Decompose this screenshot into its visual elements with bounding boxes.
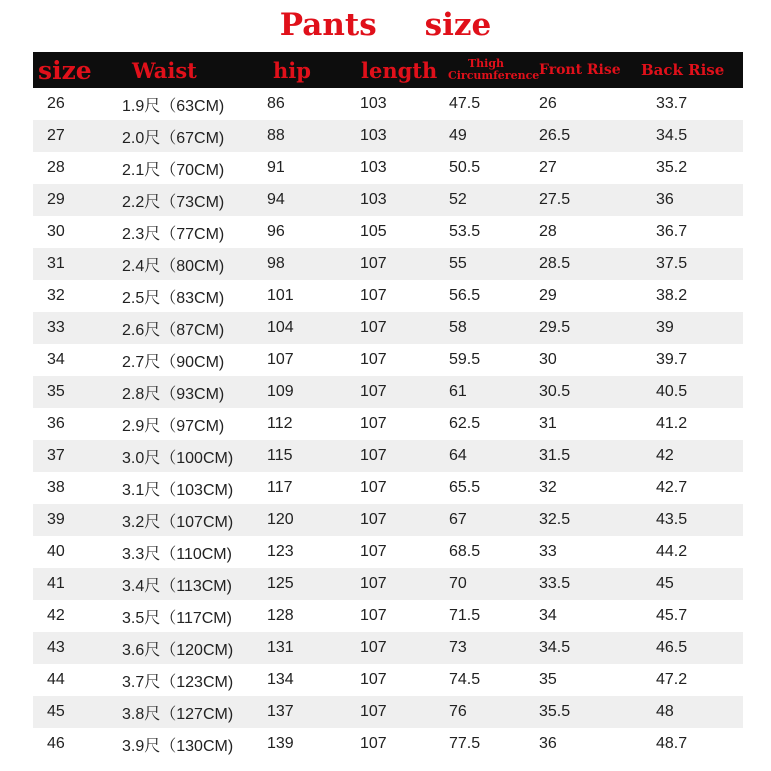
cell-size: 33	[47, 319, 65, 336]
cell-back-rise: 34.5	[656, 127, 688, 144]
cell-back-rise: 39.7	[656, 351, 688, 368]
cell-length: 103	[360, 95, 387, 112]
cell-front-rise: 33.5	[539, 575, 571, 592]
cell-front-rise: 27.5	[539, 191, 571, 208]
cell-front-rise: 30.5	[539, 383, 571, 400]
cell-size: 36	[47, 415, 65, 432]
cell-back-rise: 48	[656, 703, 674, 720]
table-row	[33, 312, 743, 344]
cell-thigh: 67	[449, 511, 467, 528]
cell-front-rise: 28	[539, 223, 557, 240]
cell-thigh: 49	[449, 127, 467, 144]
cell-front-rise: 35.5	[539, 703, 571, 720]
cell-size: 28	[47, 159, 65, 176]
header-hip: hip	[273, 57, 311, 83]
cell-waist: 2.6尺（87CM)	[122, 321, 225, 339]
cell-back-rise: 48.7	[656, 735, 688, 752]
cell-size: 31	[47, 255, 65, 272]
cell-size: 32	[47, 287, 65, 304]
cell-hip: 109	[267, 383, 294, 400]
cell-waist: 2.2尺（73CM)	[122, 193, 225, 211]
cell-thigh: 47.5	[449, 95, 481, 112]
cell-front-rise: 29	[539, 287, 557, 304]
header-row	[33, 52, 743, 88]
cell-length: 107	[360, 447, 387, 464]
cell-size: 44	[47, 671, 65, 688]
table-row	[33, 120, 743, 152]
cell-back-rise: 46.5	[656, 639, 688, 656]
cell-waist: 2.7尺（90CM)	[122, 353, 225, 371]
cell-length: 107	[360, 703, 387, 720]
cell-front-rise: 35	[539, 671, 557, 688]
cell-length: 103	[360, 127, 387, 144]
cell-length: 107	[360, 607, 387, 624]
cell-size: 46	[47, 735, 65, 752]
cell-thigh: 61	[449, 383, 467, 400]
cell-waist: 2.5尺（83CM)	[122, 289, 225, 307]
table-header	[33, 52, 743, 88]
table-row	[33, 472, 743, 504]
cell-length: 105	[360, 223, 387, 240]
cell-back-rise: 36.7	[656, 223, 688, 240]
cell-back-rise: 41.2	[656, 415, 688, 432]
cell-thigh: 53.5	[449, 223, 481, 240]
cell-thigh: 70	[449, 575, 467, 592]
cell-thigh: 62.5	[449, 415, 481, 432]
table-row	[33, 280, 743, 312]
cell-front-rise: 27	[539, 159, 557, 176]
cell-front-rise: 36	[539, 735, 557, 752]
cell-length: 107	[360, 383, 387, 400]
cell-waist: 2.9尺（97CM)	[122, 417, 225, 435]
cell-hip: 86	[267, 95, 285, 112]
table-row	[33, 376, 743, 408]
cell-hip: 101	[267, 287, 294, 304]
cell-size: 37	[47, 447, 65, 464]
page-title	[0, 0, 771, 52]
cell-thigh: 59.5	[449, 351, 481, 368]
title-word-pants: Pants	[279, 7, 377, 43]
cell-hip: 94	[267, 191, 285, 208]
cell-length: 107	[360, 639, 387, 656]
cell-front-rise: 28.5	[539, 255, 571, 272]
cell-hip: 104	[267, 319, 294, 336]
cell-waist: 2.8尺（93CM)	[122, 385, 225, 403]
cell-length: 107	[360, 415, 387, 432]
cell-back-rise: 45	[656, 575, 674, 592]
cell-front-rise: 32	[539, 479, 557, 496]
cell-length: 107	[360, 351, 387, 368]
cell-thigh: 74.5	[449, 671, 481, 688]
cell-waist: 3.4尺（113CM)	[122, 577, 232, 595]
cell-hip: 115	[267, 447, 293, 464]
cell-back-rise: 44.2	[656, 543, 688, 560]
header-waist: Waist	[132, 57, 197, 83]
cell-hip: 125	[267, 575, 294, 592]
cell-length: 107	[360, 575, 387, 592]
cell-hip: 107	[267, 351, 294, 368]
cell-waist: 3.9尺（130CM)	[122, 737, 234, 755]
cell-size: 30	[47, 223, 65, 240]
cell-front-rise: 31.5	[539, 447, 571, 464]
cell-waist: 2.1尺（70CM)	[122, 161, 225, 179]
header-thigh-line2: Circumference	[448, 69, 540, 82]
table-row	[33, 184, 743, 216]
cell-thigh: 56.5	[449, 287, 481, 304]
cell-length: 107	[360, 479, 387, 496]
cell-front-rise: 30	[539, 351, 557, 368]
cell-waist: 3.7尺（123CM)	[122, 673, 234, 691]
table-row	[33, 408, 743, 440]
header-front-rise: Front Rise	[539, 62, 621, 78]
table-row	[33, 600, 743, 632]
cell-size: 40	[47, 543, 65, 560]
cell-size: 45	[47, 703, 65, 720]
cell-hip: 139	[267, 735, 294, 752]
table-row	[33, 568, 743, 600]
cell-back-rise: 40.5	[656, 383, 688, 400]
table-row	[33, 344, 743, 376]
cell-size: 26	[47, 95, 65, 112]
cell-size: 34	[47, 351, 65, 368]
cell-back-rise: 47.2	[656, 671, 688, 688]
table-row	[33, 248, 743, 280]
cell-back-rise: 42	[656, 447, 674, 464]
cell-back-rise: 37.5	[656, 255, 688, 272]
cell-thigh: 64	[449, 447, 467, 464]
cell-back-rise: 45.7	[656, 607, 688, 624]
title-word-size: size	[424, 7, 492, 43]
cell-length: 107	[360, 255, 387, 272]
cell-thigh: 68.5	[449, 543, 481, 560]
header-size: size	[38, 55, 92, 85]
cell-waist: 2.0尺（67CM)	[122, 129, 225, 147]
cell-hip: 120	[267, 511, 294, 528]
cell-length: 107	[360, 735, 387, 752]
cell-hip: 117	[267, 479, 293, 496]
size-chart-table	[33, 52, 743, 760]
cell-hip: 137	[267, 703, 294, 720]
cell-thigh: 73	[449, 639, 467, 656]
cell-front-rise: 29.5	[539, 319, 571, 336]
cell-thigh: 65.5	[449, 479, 481, 496]
cell-front-rise: 32.5	[539, 511, 571, 528]
cell-hip: 98	[267, 255, 285, 272]
cell-front-rise: 26	[539, 95, 557, 112]
cell-hip: 88	[267, 127, 285, 144]
cell-thigh: 77.5	[449, 735, 481, 752]
cell-size: 38	[47, 479, 65, 496]
table-row	[33, 728, 743, 760]
cell-waist: 3.0尺（100CM)	[122, 449, 234, 467]
cell-waist: 1.9尺（63CM)	[122, 97, 225, 115]
cell-front-rise: 26.5	[539, 127, 571, 144]
table-row	[33, 536, 743, 568]
cell-hip: 91	[267, 159, 285, 176]
cell-back-rise: 43.5	[656, 511, 688, 528]
table-row	[33, 88, 743, 120]
header-thigh-line1: Thigh	[468, 57, 505, 70]
table-row	[33, 152, 743, 184]
cell-waist: 3.2尺（107CM)	[122, 513, 234, 531]
cell-hip: 96	[267, 223, 285, 240]
cell-size: 42	[47, 607, 65, 624]
cell-hip: 123	[267, 543, 294, 560]
cell-back-rise: 42.7	[656, 479, 688, 496]
cell-hip: 134	[267, 671, 294, 688]
cell-length: 107	[360, 319, 387, 336]
header-thigh-circumference	[448, 52, 540, 88]
cell-length: 107	[360, 287, 387, 304]
cell-back-rise: 39	[656, 319, 674, 336]
cell-thigh: 71.5	[449, 607, 481, 624]
cell-waist: 3.1尺（103CM)	[122, 481, 234, 499]
cell-size: 41	[47, 575, 65, 592]
cell-back-rise: 38.2	[656, 287, 688, 304]
table-row	[33, 504, 743, 536]
cell-length: 107	[360, 543, 387, 560]
cell-back-rise: 33.7	[656, 95, 688, 112]
cell-waist: 3.8尺（127CM)	[122, 705, 234, 723]
cell-size: 27	[47, 127, 65, 144]
cell-size: 43	[47, 639, 65, 656]
cell-hip: 112	[267, 415, 293, 432]
cell-back-rise: 36	[656, 191, 674, 208]
cell-front-rise: 31	[539, 415, 557, 432]
cell-thigh: 58	[449, 319, 467, 336]
table-body	[33, 88, 743, 760]
table-row	[33, 216, 743, 248]
cell-thigh: 76	[449, 703, 467, 720]
cell-waist: 3.5尺（117CM)	[122, 609, 232, 627]
cell-waist: 3.6尺（120CM)	[122, 641, 234, 659]
table-row	[33, 632, 743, 664]
cell-front-rise: 34	[539, 607, 557, 624]
cell-front-rise: 34.5	[539, 639, 571, 656]
table-row	[33, 664, 743, 696]
cell-length: 103	[360, 159, 387, 176]
cell-length: 103	[360, 191, 387, 208]
header-length: length	[361, 57, 438, 83]
cell-waist: 2.3尺（77CM)	[122, 225, 225, 243]
header-back-rise: Back Rise	[641, 61, 725, 79]
table-row	[33, 440, 743, 472]
cell-size: 39	[47, 511, 65, 528]
cell-waist: 2.4尺（80CM)	[122, 257, 225, 275]
cell-thigh: 50.5	[449, 159, 481, 176]
cell-hip: 128	[267, 607, 294, 624]
cell-hip: 131	[267, 639, 294, 656]
cell-thigh: 52	[449, 191, 467, 208]
table-row	[33, 696, 743, 728]
cell-waist: 3.3尺（110CM)	[122, 545, 232, 563]
cell-size: 29	[47, 191, 65, 208]
cell-front-rise: 33	[539, 543, 557, 560]
cell-length: 107	[360, 671, 387, 688]
cell-size: 35	[47, 383, 65, 400]
cell-thigh: 55	[449, 255, 467, 272]
cell-back-rise: 35.2	[656, 159, 688, 176]
cell-length: 107	[360, 511, 387, 528]
